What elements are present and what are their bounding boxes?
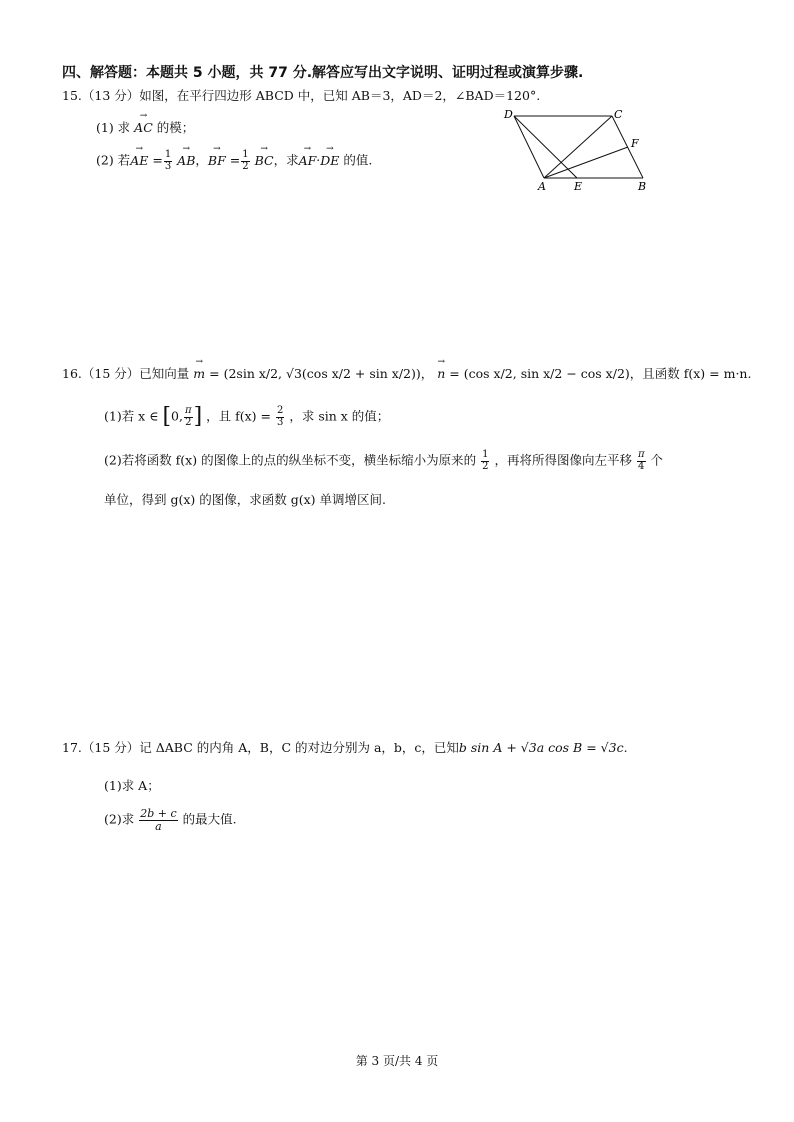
- vector-ae: → AE: [130, 153, 148, 168]
- fraction-one-half: [481, 450, 489, 472]
- q15-p1-prefix: (1) 求: [96, 120, 131, 135]
- q17-score: （15 分）: [81, 740, 140, 755]
- q16-p1-mid: ，且 f(x) =: [206, 408, 271, 424]
- frac-num: 1: [482, 449, 489, 460]
- vector-bc: → BC: [255, 153, 274, 168]
- parallelogram-figure: [498, 106, 658, 192]
- q16-stem-suffix: ，且函数 f(x) = m·n.: [629, 366, 752, 381]
- vector-n: → n: [437, 366, 445, 381]
- q16-number: 16.: [62, 366, 82, 381]
- q15-p2-eq2: =: [229, 152, 241, 168]
- q17-equation: b sin A + √3a cos B = √3c.: [458, 740, 628, 755]
- q15-p2-sep: ，: [195, 152, 208, 168]
- q15-stem-text: 如图，在平行四边形 ABCD 中，已知 AB＝3，AD＝2，∠BAD＝120°.: [139, 88, 541, 103]
- q16-p1-prefix: (1)若 x ∈: [104, 408, 159, 424]
- frac-den: 2: [242, 160, 249, 172]
- left-bracket: [: [162, 404, 172, 429]
- q16-stem: [62, 366, 751, 381]
- vector-ac: → AC: [134, 120, 153, 135]
- q16-comma: ，: [420, 366, 434, 381]
- q17-part1: (1)求 A；: [104, 778, 160, 793]
- q17-stem: [62, 740, 628, 755]
- right-bracket: ]: [193, 404, 203, 429]
- q15-p2-suffix: 的值.: [343, 152, 373, 168]
- frac-den: 4: [638, 460, 645, 472]
- label-b: B: [638, 180, 647, 192]
- frac-num: 2: [276, 405, 284, 417]
- q16-part2-line2: 单位，得到 g(x) 的图像，求函数 g(x) 单调增区间.: [104, 492, 386, 507]
- label-a: A: [538, 180, 546, 192]
- frac-den: 2: [482, 460, 489, 472]
- label-c: C: [614, 108, 623, 121]
- q17-p2-suffix: 的最大值.: [182, 811, 237, 827]
- frac-num: 1: [164, 149, 172, 160]
- q17-part2: [104, 808, 237, 832]
- q15-score: （13 分）: [81, 88, 140, 103]
- q16-stem-prefix: 已知向量: [139, 366, 190, 381]
- label-e: E: [574, 180, 583, 192]
- frac-num: 2b + c: [140, 807, 177, 820]
- q15-number: 15.: [62, 88, 82, 103]
- segment-af: [544, 147, 628, 178]
- fraction-one-half: [241, 150, 249, 172]
- frac-den: a: [155, 819, 162, 833]
- q16-score: （15 分）: [81, 366, 140, 381]
- frac-den: 2: [185, 416, 192, 428]
- q16-p2-mid: ，再将所得图像向左平移: [494, 452, 632, 468]
- vector-ab: → AB: [177, 153, 195, 168]
- fraction-pi-over-2: [184, 406, 193, 428]
- frac-num: π: [637, 449, 645, 460]
- frac-num: 1: [242, 149, 249, 160]
- edge-ad: [514, 116, 544, 178]
- frac-den: 3: [276, 416, 284, 428]
- dot-operator: ·: [316, 152, 321, 168]
- vector-m-expression: = (2sin x/2, √3(cos x/2 + sin x/2)): [209, 366, 421, 381]
- q15-part1: [96, 120, 194, 135]
- frac-den: 3: [164, 160, 172, 172]
- vector-n-expression: = (cos x/2, sin x/2 − cos x/2): [449, 366, 630, 381]
- q15-part2: [96, 150, 372, 172]
- q15-stem: [62, 88, 540, 103]
- fraction-one-third: [164, 150, 172, 172]
- q15-p2-mid: ，求: [273, 152, 299, 168]
- fraction-two-thirds: [276, 406, 284, 428]
- label-f: F: [631, 137, 639, 150]
- label-d: D: [504, 108, 513, 121]
- q16-part2-line1: [104, 450, 663, 472]
- section-title: 四、解答题：本题共 5 小题，共 77 分.解答应写出文字说明、证明过程或演算步骤.: [62, 65, 584, 81]
- q17-number: 17.: [62, 740, 82, 755]
- q16-p2-prefix: (2)若将函数 f(x) 的图像上的点的纵坐标不变，横坐标缩小为原来的: [104, 452, 477, 468]
- q15-p2-eq1: =: [152, 152, 163, 168]
- q15-p1-suffix: 的模；: [156, 120, 195, 135]
- vector-m: → m: [193, 366, 205, 381]
- q16-p2-suffix: 个: [650, 452, 664, 468]
- diagonal-ac: [544, 116, 612, 178]
- segment-de: [514, 116, 577, 178]
- fraction-2b-plus-c-over-a: [139, 808, 177, 832]
- vector-af: → AF: [299, 153, 317, 168]
- q16-part1: [104, 404, 389, 430]
- frac-num: π: [184, 405, 192, 417]
- vector-de: → DE: [320, 153, 339, 168]
- q16-p1-interval-left: 0,: [171, 408, 183, 424]
- vector-bf: → BF: [208, 153, 226, 168]
- q17-p2-prefix: (2)求: [104, 811, 135, 827]
- q17-stem-prefix: 记 ΔABC 的内角 A，B，C 的对边分别为 a，b，c，已知: [139, 740, 459, 755]
- q16-p1-suffix: ，求 sin x 的值；: [289, 408, 390, 424]
- page-footer: 第 3 页/共 4 页: [355, 1054, 439, 1068]
- fraction-pi-over-4: [637, 450, 646, 472]
- q15-p2-prefix: (2) 若: [96, 152, 131, 168]
